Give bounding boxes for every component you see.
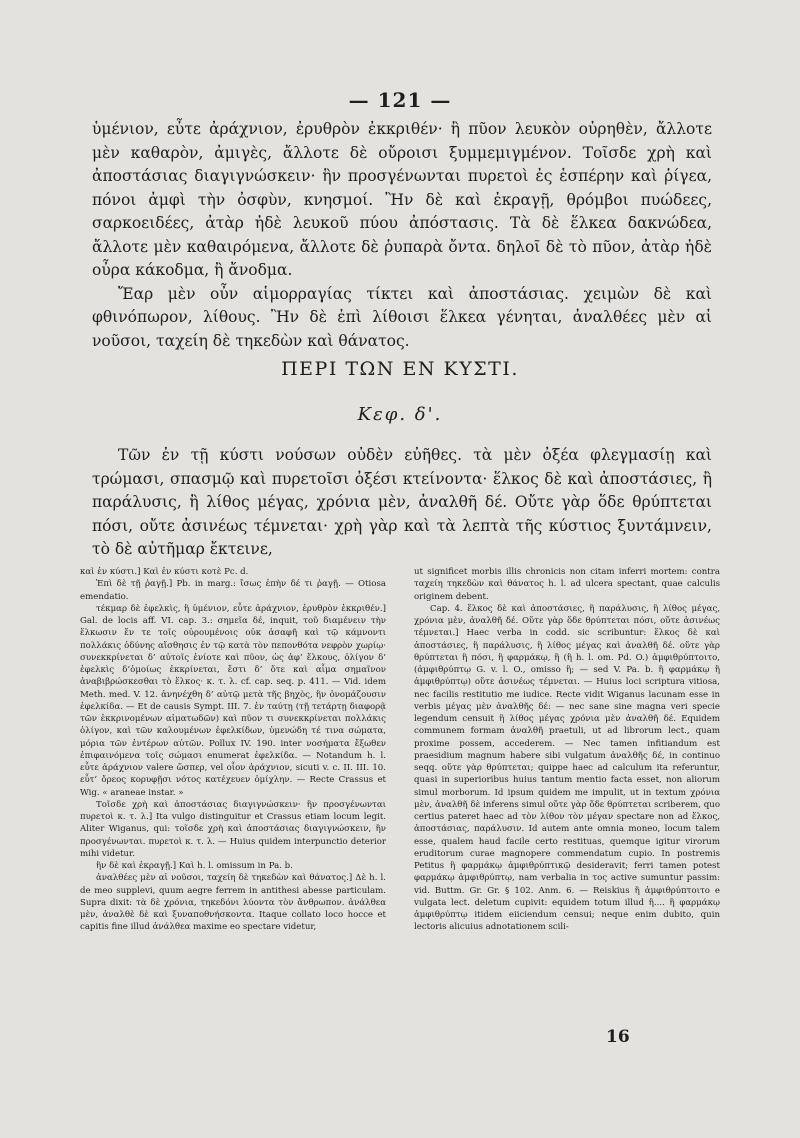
- footnotes: [80, 566, 720, 934]
- footnote: ut significet morbis illis chronicis non citam inferri mortem: contra ταχείη τηκεδὼν καὶ θάνατος h. l. ad ulcera spectant, quae calculis originem debent.: [414, 567, 720, 602]
- footnote: ἢν δὲ καὶ ἐκραγῇ.] Καὶ h. l. omissum in Pa. b.: [96, 861, 293, 871]
- page-number: — 121 —: [348, 88, 452, 112]
- footnote-column-right: [414, 566, 720, 934]
- footnote: Ἐπὶ δὲ τῇ ῥαγῇ.] Pb. in marg.: ἴσως ἐπὴν δέ τι ῥαγῇ. — Otiosa emendatio.: [80, 579, 386, 602]
- paragraph: ὑμένιον, εὖτε ἀράχνιον, ἐρυθρὸν ἐκκριθέν· ἢ πῦον λευκὸν οὐρηθὲν, ἄλλοτε μὲν καθαρὸν, ἀμιγὲς, ἄλλοτε δὲ οὔροισι ξυμμεμιγμένον. Τοῖσδε χρὴ καὶ ἀποστάσιας διαγιγνώσκειν· ἣν προσγένωνται πυρετοὶ ἐς ἑσπέρην καὶ ῥίγεα, πόνοι ἀμφὶ τὴν ὀσφὺν, κνησμοί. Ἢν δὲ καὶ ἐκραγῇ, θρόμβοι πυώδεες, σαρκοειδέες, ἀτὰρ ἠδὲ λευκοῦ πύου ἀπόστασις. Τὰ δὲ ἕλκεα δακνώδεα, ἄλλοτε μὲν καθαιρόμενα, ἄλλοτε δὲ ῥυπαρὰ ὄντα. δηλοῖ δὲ τὸ πῦον, ἀτὰρ ἠδὲ οὖρα κάκοδμα, ἢ ἄνοδμα.: [92, 120, 712, 279]
- paragraph: Ἔαρ μὲν οὖν αἱμορραγίας τίκτει καὶ ἀποστάσιας. χειμὼν δὲ καὶ φθινόπωρον, λίθους. Ἢν δὲ ἐπὶ λίθοισι ἕλκεα γένηται, ἀναλθέες μὲν αἱ νοῦσοι, ταχείη δὲ τηκεδὼν καὶ θάνατος.: [92, 284, 712, 350]
- section-title: ΠΕΡΙ ΤΩΝ ΕΝ ΚΥΣΤΙ.: [281, 358, 519, 380]
- paragraph: Τῶν ἐν τῇ κύστι νούσων οὐδὲν εὐῆθες. τὰ μὲν ὀξέα φλεγμασίῃ καὶ τρώμασι, σπασμῷ καὶ πυρετοῖσι ὀξέσι κτείνοντα· ἕλκος δὲ καὶ ἀποστάσιες, ἢ παράλυσις, ἢ λίθος μέγας, χρόνια μὲν, ἀναλθῆ δέ. Οὔτε γὰρ ὅδε θρύπτεται πόσι, οὔτε ἀσινέως τέμνεται· χρὴ γὰρ καὶ τὰ λεπτὰ τῆς κύστιος ξυντάμνειν, τὸ δὲ αὐτῆμαρ ἔκτεινε,: [92, 446, 712, 558]
- footnote: καὶ ἐν κύστι.] Καὶ ἐν κύστι κοτὲ Pc. d.: [80, 567, 249, 577]
- footnote-column-left: [80, 566, 386, 934]
- footnote: Cap. 4. ἕλκος δὲ καὶ ἀποστάσιες, ἢ παράλυσις, ἢ λίθος μέγας, χρόνια μὲν, ἀναλθῆ δέ. Οὔτε γὰρ ὅδε θρύπτεται πόσι, οὔτε ἀσινέως τέμνεται.] Haec verba in codd. sic scribuntur: ἕλκος δὲ καὶ ἀποστάσιες, ἢ παράλυσις, ἢ λίθος μέγας καὶ ἀναλθῆ δέ. οὔτε γὰρ θρύπτεται ἢ πόσι, ἢ φαρμάκῳ, ἢ (ἢ h. l. om. Pd. O.) ἀμφιθρύπτοιτο, (ἀμφιθρύπτῳ G. v. l. O., omisso ἢ; — sed V. Pa. b. ἢ φαρμάκῳ ἢ ἀμφιθρύπτῳ) οὔτε ἀσινέως τέμνεται. — Huius loci scriptura vitiosa, nec facilis restitutio me iudice. Recte vidit Wiganus lacunam esse in verbis μέγας μὲν ἀναλθῆς δέ: — nec sane sine magna veri specie legendum censuit ἢ λίθος μέγας χρόνια μὲν ἀναλθῆ δέ. Equidem communem formam ἀναλθῆ praetuli, ut ad librorum lect., quam proxime possem, accederem. — Nec tamen infitiandum est praesidium magnum habere sibi vulgatum ἀναλθῆς δέ, in continuo seqq. οὔτε γὰρ θρύπτεται; quippe haec ad calculum ita referuntur, quasi in superioribus huius tantum mentio facta esset, non aliorum simul morborum. Id ipsum quidem me impulit, ut in textum χρόνια μὲν, ἀναλθῆ δὲ inferens simul οὔτε γὰρ ὅδε θρύπτεται scriberem, quo certius pateret haec ad τὸν λίθον τὸν μέγαν spectare non ad ἕλκος, ἀποστάσιας, παράλυσιν. Id autem ante omnia moneo, locum talem esse, qualem haud facile certo restituas, quemque igitur virorum eruditorum curae magnopere commendatum cupio. In postremis Petitus ἢ φαρμάκῳ ἀμφιθρύπτικῷ desideravit; ferri tamen potest φαρμάκῳ ἀμφιθρύπτῳ, nam verbalia in τος active sumuntur passim: vid. Buttm. Gr. Gr. § 102. Anm. 6. — Reiskius ἢ ἀμφιθρύπτοιτο e vulgata lect. deletum cupivit: equidem totum illud ἢ.... ἢ φαρμάκῳ ἀμφιθρύπτῳ itidem eiiciendum censui; neque enim dubito, quin lectoris alicuius adnotationem scili-: [414, 603, 720, 933]
- footnote: τέκμαρ δὲ ἐφελκὶς, ἢ ὑμένιον, εὖτε ἀράχνιον, ἐρυθρὸν ἐκκριθέν.] Gal. de locis aff. VI. cap. 3.: σημεῖα δέ, inquit, τοῦ διαμένειν τὴν ἕλκωσιν ἔν τε τοῖς οὐρουμένοις οὐκ ἀσαφῆ καὶ τῷ κάμνοντι πολλάκις ὀδύνης αἴσθησις ἐν τῷ κατὰ τὸν πεπονθότα νεφρὸν χωρίῳ· συνεκκρίνεται δ’ αὐτοῖς ἐνίοτε καὶ πῦον, ὡς ἀφ’ ἕλκους, ὀλίγον δ’ ἐφελκὶς δ’ὁμοίως ἐκκρίνεται, ἔστι δ’ ὅτε καὶ αἷμα σημαῖνον ἀναβιβρώσκεσθαι τὸ ἕλκος· κ. τ. λ. cf. cap. seq. p. 411. — Vid. idem Meth. med. V. 12. ἀνηνέχθη δ’ αὐτῷ μετὰ τῆς βηχὸς, ἣν ὀνομάζουσιν ἐφελκίδα. — Et de causis Sympt. III. 7. ἐν ταύτῃ (τῇ τετάρτῃ διαφορᾷ τῶν ἐκκρινομένων αἱματωδῶν) καὶ πῦον τι συνεκκρίνεται πολλάκις ὀλίγον, καὶ τῶν καλουμένων ἐφελκίδων, ὑμενώδη τέ τινα σώματα, μόρια τῶν ἐντέρων αὐτῶν. Pollux IV. 190. inter νοσήματα ἔξωθεν ἐπιφαινόμενα τοῖς σώμασι enumerat ἐφελκίδα. — Notandum h. l. εὖτε ἀράχνιον valere ὥσπερ, vel οἷον ἀράχνιον, sicuti v. c. II. III. 10. εὖτ’ ὄρεος κορυφῇσι νότος κατέχευεν ὁμίχλην. — Recte Crassus et Wig. « araneae instar. »: [80, 603, 386, 798]
- signature-mark: 16: [606, 1027, 630, 1047]
- footnote: Τοῖσδε χρὴ καὶ ἀποστάσιας διαγιγνώσκειν· ἣν προσγένωνται πυρετοὶ κ. τ. λ.] Ita vulgo distinguitur et Crassus etiam locum legit. Aliter Wiganus, qui: τοῖσδε χρὴ καὶ ἀποστάσιας διαγιγνώσκειν, ἢν προσγένωνται. πυρετοὶ κ. τ. λ. — Huius quidem interpunctio deterior mihi videtur.: [80, 799, 386, 859]
- footnote: ἀναλθέες μὲν αἱ νοῦσοι, ταχείη δὲ τηκεδὼν καὶ θάνατος.] Δὲ h. l. de meo supplevi, quum aegre ferrem in antithesi abesse particulam. Supra dixit: τὰ δὲ χρόνια, τηκεδόνι λύοντα τὸν ἄνθρωπον. ἀνάλθεα μὲν, ἀναλθὲ δὲ καὶ ξυναποθνήσκοντα. Itaque collato loco hocce et capitis fine illud ἀνάλθεα maxime eo spectare videtur,: [80, 873, 386, 933]
- chapter-text: [92, 444, 712, 562]
- chapter-label: Κεφ. δ'.: [357, 404, 443, 425]
- main-text: [92, 118, 712, 353]
